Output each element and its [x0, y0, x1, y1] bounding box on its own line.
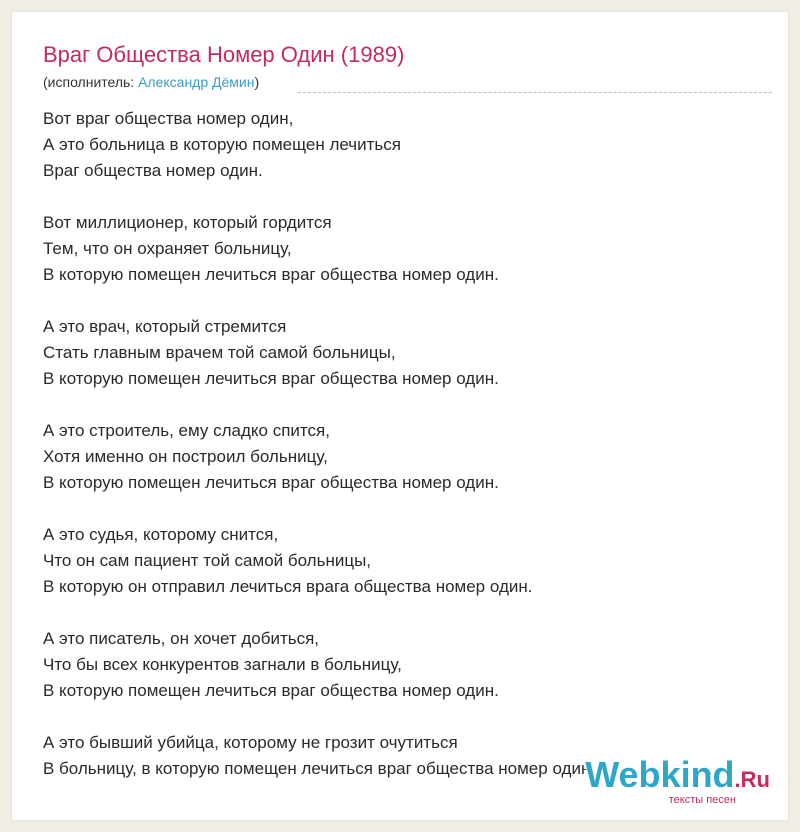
lyrics-line: А это больница в которую помещен лечиться — [43, 135, 401, 154]
lyrics-line: А это строитель, ему сладко спится, — [43, 421, 330, 440]
lyrics-line: Что бы всех конкурентов загнали в больницу, — [43, 655, 402, 674]
lyrics-line: В которую помещен лечиться враг общества номер один. — [43, 369, 499, 388]
lyrics-line: Стать главным врачем той самой больницы, — [43, 343, 396, 362]
lyrics-line: А это судья, которому снится, — [43, 525, 279, 544]
lyrics-line: Вот миллиционер, который гордится — [43, 213, 332, 232]
logo-tagline: тексты песен — [668, 794, 736, 806]
lyrics-line: А это врач, который стремится — [43, 317, 287, 336]
logo-domain: .Ru — [734, 767, 770, 792]
lyrics-stanza — [43, 314, 763, 392]
lyrics-line: В которую он отправил лечиться врага общества номер один. — [43, 577, 533, 596]
song-meta — [43, 73, 259, 91]
lyrics-stanza — [43, 210, 763, 288]
lyrics-line: В которую помещен лечиться враг общества номер один. — [43, 265, 499, 284]
lyrics-line: В больницу, в которую помещен лечиться враг общества номер один — [43, 759, 591, 778]
logo-name: Webkind — [585, 754, 735, 795]
song-title: Враг Общества Номер Один (1989) — [43, 42, 405, 67]
lyrics-line: Хотя именно он построил больницу, — [43, 447, 328, 466]
meta-suffix: ) — [254, 74, 260, 90]
header-divider — [298, 92, 772, 93]
lyrics-line: В которую помещен лечиться враг общества номер один. — [43, 473, 499, 492]
lyrics-line: В которую помещен лечиться враг общества номер один. — [43, 681, 499, 700]
lyrics-stanza — [43, 106, 763, 184]
lyrics-line: Вот враг общества номер один, — [43, 109, 294, 128]
lyrics-line: Враг общества номер один. — [43, 161, 263, 180]
meta-prefix: (исполнитель: — [43, 74, 139, 90]
lyrics-stanza — [43, 626, 763, 704]
lyrics-line: Тем, что он охраняет больницу, — [43, 239, 292, 258]
lyrics-text — [43, 106, 763, 808]
lyrics-stanza — [43, 522, 763, 600]
site-logo — [585, 754, 770, 806]
lyrics-card — [12, 12, 788, 820]
lyrics-line: Что он сам пациент той самой больницы, — [43, 551, 372, 570]
lyrics-line: А это бывший убийца, которому не грозит очутиться — [43, 733, 458, 752]
lyrics-line: А это писатель, он хочет добиться, — [43, 629, 320, 648]
artist-link[interactable]: Александр Дёмин — [138, 74, 255, 90]
lyrics-stanza — [43, 418, 763, 496]
